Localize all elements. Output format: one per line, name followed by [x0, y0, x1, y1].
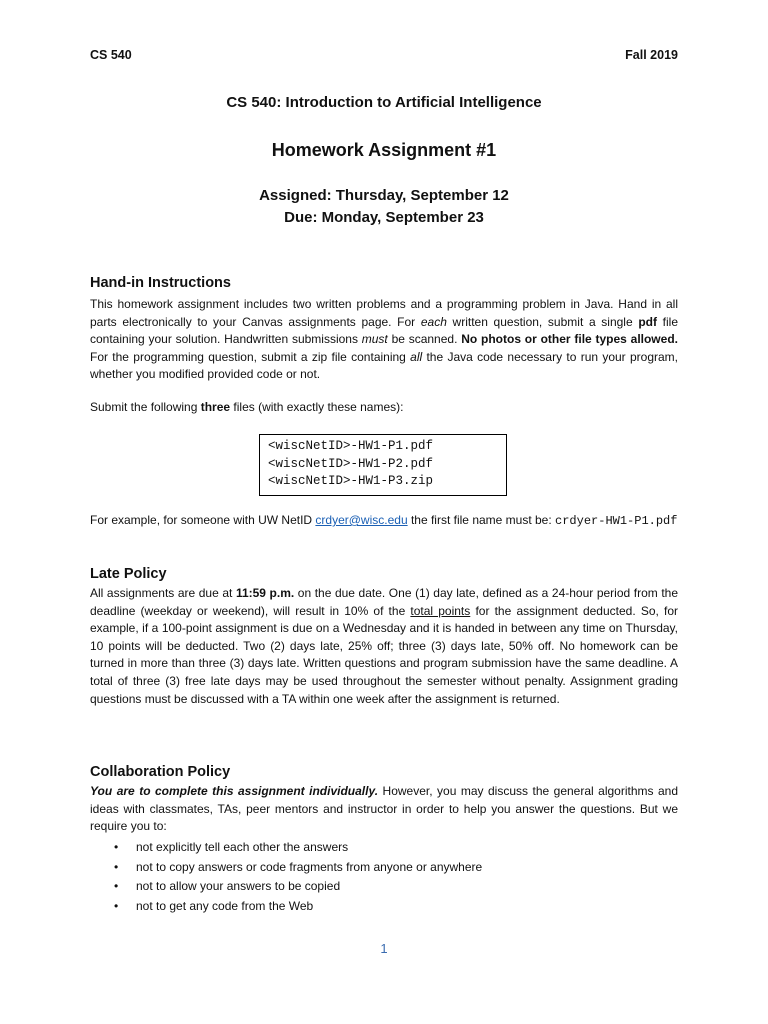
bullet-icon: •	[114, 879, 119, 893]
collaboration-rules-list	[114, 838, 482, 916]
list-item: • not to allow your answers to be copied	[114, 877, 482, 897]
handin-heading: Hand-in Instructions	[90, 275, 231, 291]
list-item: • not explicitly tell each other the answers	[114, 838, 482, 858]
page-number: 1	[380, 941, 388, 956]
example-filename: crdyer-HW1-P1.pdf	[555, 514, 678, 528]
netid-email-link[interactable]: crdyer@wisc.edu	[315, 513, 408, 527]
filename-p3: <wiscNetID>-HW1-P3.zip	[268, 474, 434, 489]
assigned-date: Assigned: Thursday, September 12	[259, 187, 509, 204]
collaboration-paragraph: You are to complete this assignment individually. However, you may discuss the general algorithms and ideas with classmates, TAs, peer mentors and instructor in order to help you answer the questions. But we require you to:	[90, 784, 679, 834]
header-term: Fall 2019	[625, 48, 678, 62]
list-item: • not to copy answers or code fragments from anyone or anywhere	[114, 858, 482, 878]
late-policy-paragraph: All assignments are due at 11:59 p.m. on the due date. One (1) day late, defined as a 24-hour period from the deadline (weekday or weekend), will result in 10% of the total points for the assignment deducted. So, for example, if a 100-point assignment is due on a Wednesday and it is handed in between any time on Thursday, 10 points will be deducted. Two (2) days late, 25% off; three (3) days late, 50% off. No homework can be turned in more than three (3) days late. Written questions and program submission have the same deadline. A total of three (3) free late days may be used throughout the semester without penalty. Assignment grading questions must be discussed with a TA within one week after the assignment is returned.	[90, 586, 679, 706]
collaboration-heading: Collaboration Policy	[90, 764, 231, 780]
late-policy-heading: Late Policy	[90, 566, 167, 582]
due-date: Due: Monday, September 23	[284, 209, 484, 226]
example-paragraph: For example, for someone with UW NetID crdyer@wisc.edu the first file name must be: crdyer-HW1-P1.pdf	[90, 513, 678, 528]
submit-instruction: Submit the following three files (with exactly these names):	[90, 400, 404, 414]
bullet-icon: •	[114, 859, 119, 874]
header-course: CS 540	[90, 48, 132, 62]
list-item: • not to get any code from the Web	[114, 897, 482, 917]
filename-p1: <wiscNetID>-HW1-P1.pdf	[268, 439, 434, 453]
course-title: CS 540: Introduction to Artificial Intelligence	[226, 94, 542, 111]
filename-p2: <wiscNetID>-HW1-P2.pdf	[268, 456, 434, 471]
bullet-icon: •	[114, 840, 119, 854]
bullet-icon: •	[114, 898, 119, 913]
filenames-box	[259, 434, 507, 496]
assignment-title: Homework Assignment #1	[271, 140, 497, 160]
handin-paragraph: This homework assignment includes two written problems and a programming problem in Java. Hand in all parts electronically to your Canvas assignments page. For each written question, submit a single pdf file containing your solution. Handwritten submissions must be scanned. No photos or other file types allowed. For the programming question, submit a zip file containing all the Java code necessary to run your program, whether you modified provided code or not.	[90, 297, 678, 382]
